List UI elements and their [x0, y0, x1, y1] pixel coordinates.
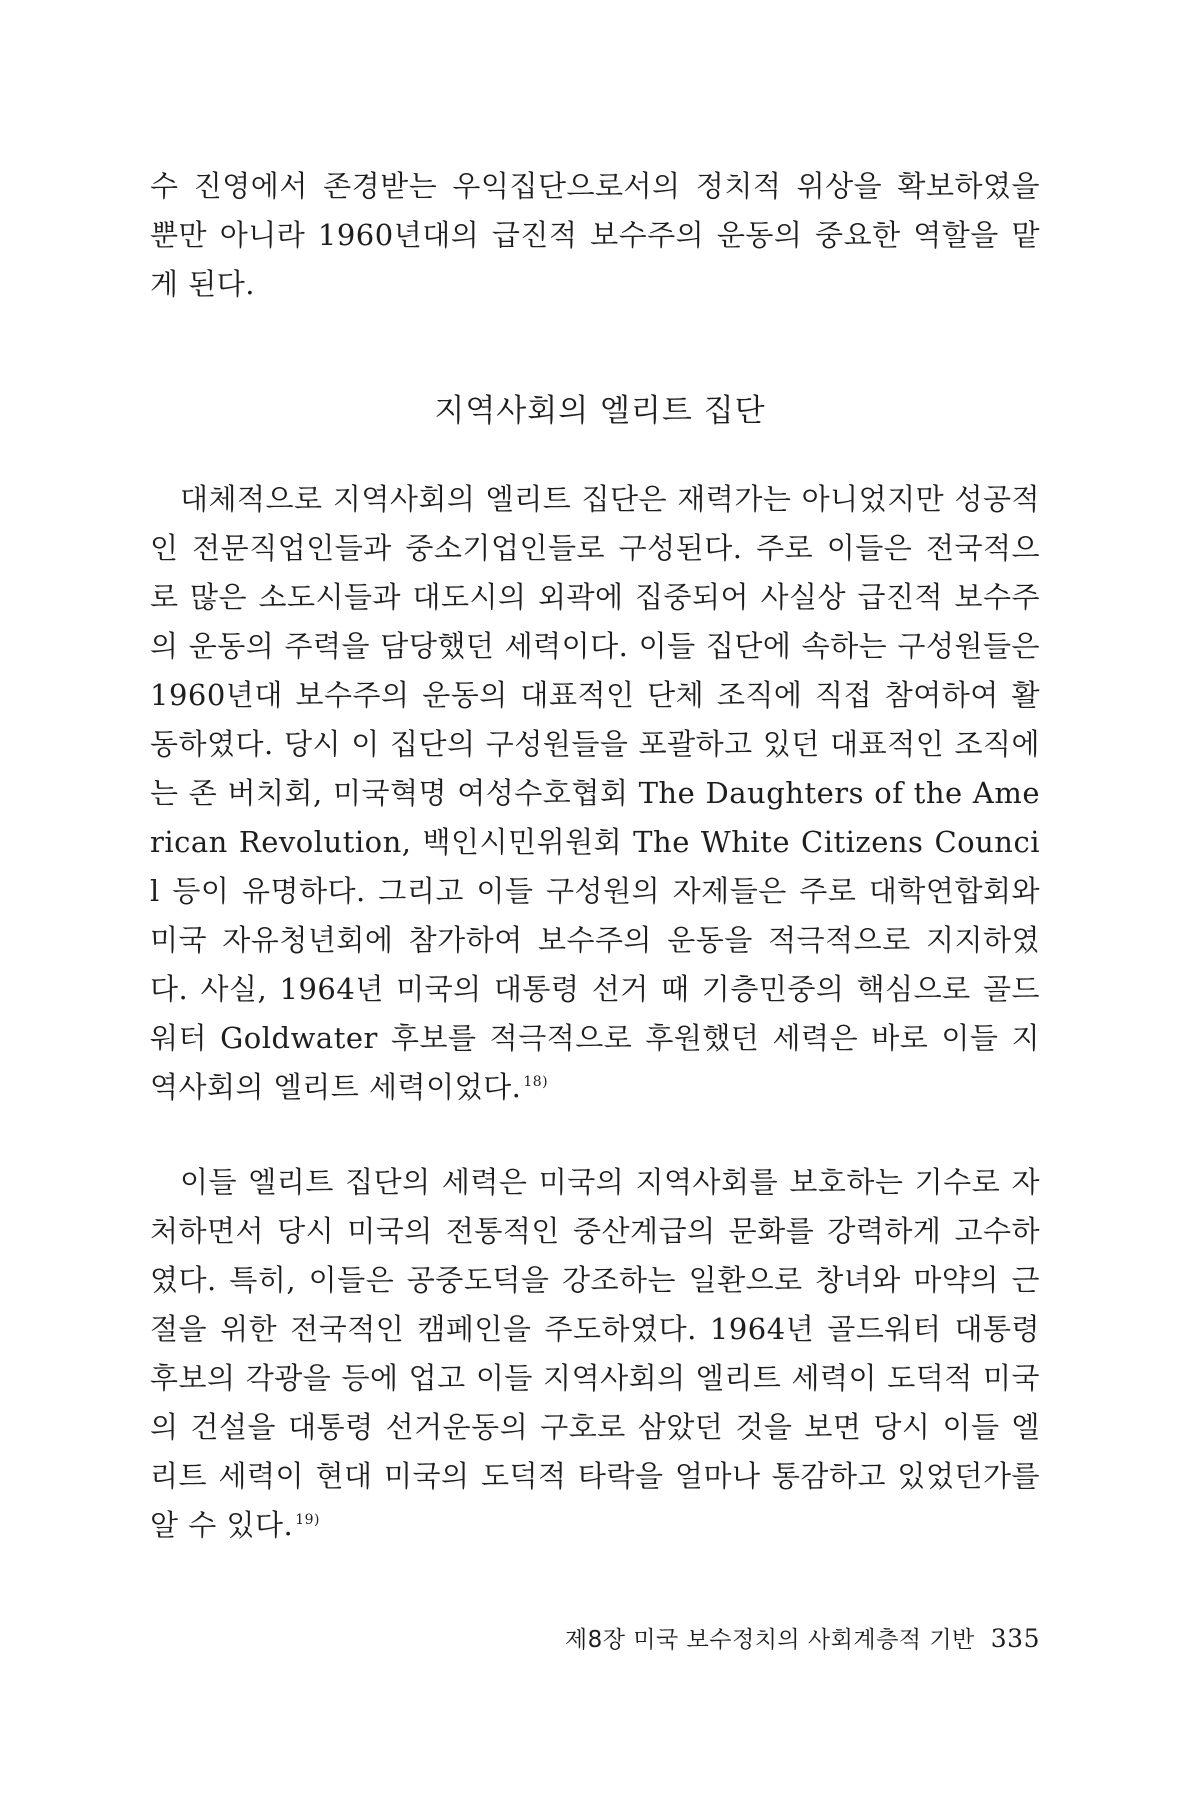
paragraph-1-text: 대체적으로 지역사회의 엘리트 집단은 재력가는 아니었지만 성공적인 전문직업인들과 중소기업인들로 구성된다. 주로 이들은 전국적으로 많은 소도시들과 대도시의 외곽에 집중되어 사실상 급진적 보수주의 운동의 주력을 담당했던 세력이다. 이들 집단에 속하는 구성원들은 1960년대 보수주의 운동의 대표적인 단체 조직에 직접 참여하여 활동하였다. 당시 이 집단의 구성원들을 포괄하고 있던 대표적인 조직에는 존 버치회, 미국혁명 여성수호협회 The Daughters of the American Revolution, 백인시민위원회 The White Citizens Council 등이 유명하다. 그리고 이들 구성원의 자제들은 주로 대학연합회와 미국 자유청년회에 참가하여 보수주의 운동을 적극적으로 지지하였다. 사실, 1964년 미국의 대통령 선거 때 기층민중의 핵심으로 골드워터 Goldwater 후보를 적극적으로 후원했던 세력은 바로 이들 지역사회의 엘리트 세력이었다.	[150, 482, 1040, 1104]
intro-paragraph	[150, 162, 1040, 309]
footnote-marker-18[interactable]: 18)	[523, 1074, 549, 1091]
chapter-title: 제8장 미국 보수정치의 사회계층적 기반	[564, 1627, 975, 1653]
page-number: 335	[990, 1624, 1040, 1653]
intro-text: 수 진영에서 존경받는 우익집단으로서의 정치적 위상을 확보하였을 뿐만 아니라 1960년대의 급진적 보수주의 운동의 중요한 역할을 맡게 된다.	[150, 169, 1040, 301]
section-heading: 지역사회의 엘리트 집단	[434, 393, 766, 429]
footnote-marker-19[interactable]: 19)	[295, 1512, 320, 1529]
body-paragraph-1	[150, 475, 1040, 1112]
paragraph-2-text: 이들 엘리트 집단의 세력은 미국의 지역사회를 보호하는 기수로 자처하면서 당시 미국의 전통적인 중산계급의 문화를 강력하게 고수하였다. 특히, 이들은 공중도덕을 강조하는 일환으로 창녀와 마약의 근절을 위한 전국적인 캠페인을 주도하였다. 1964년 골드워터 대통령 후보의 각광을 등에 업고 이들 지역사회의 엘리트 세력이 도덕적 미국의 건설을 대통령 선거운동의 구호로 삼았던 것을 보면 당시 이들 엘리트 세력이 현대 미국의 도덕적 타락을 얼마나 통감하고 있었던가를 알 수 있다.	[150, 1165, 1040, 1542]
body-paragraph-2	[150, 1158, 1040, 1550]
running-footer	[565, 1621, 1040, 1654]
